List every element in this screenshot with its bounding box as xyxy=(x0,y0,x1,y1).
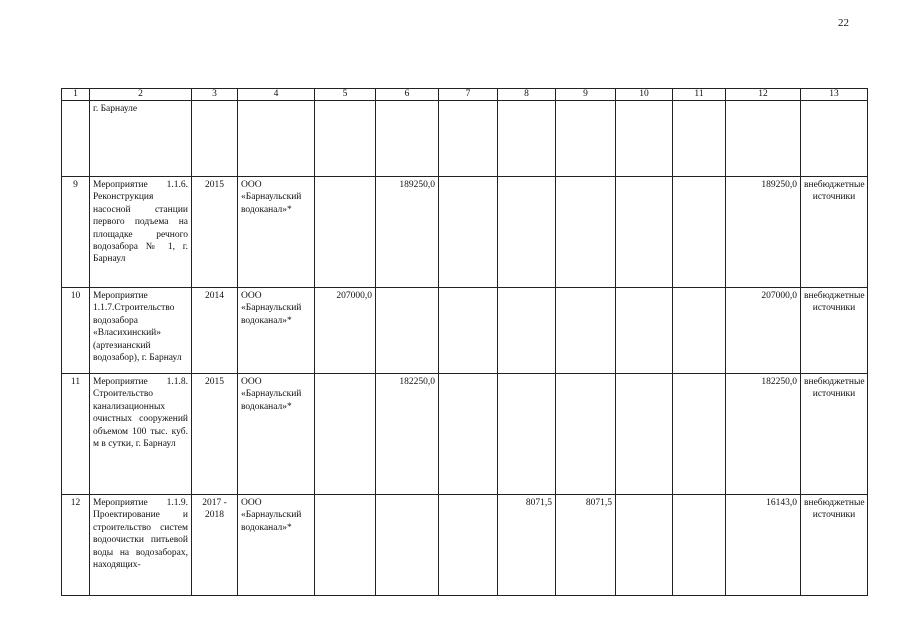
value-cell xyxy=(439,101,498,177)
value-cell xyxy=(673,374,726,495)
row-number: 11 xyxy=(62,374,90,495)
year-cell: 2015 xyxy=(192,374,238,495)
value-cell xyxy=(673,288,726,374)
total-cell xyxy=(726,101,801,177)
measures-table xyxy=(61,88,868,596)
value-cell xyxy=(616,101,673,177)
executor-cell: ООО «Барнаульский водоканал»* xyxy=(238,177,315,288)
table-row xyxy=(62,101,868,177)
source-cell xyxy=(801,101,868,177)
value-cell xyxy=(439,495,498,596)
value-cell xyxy=(315,177,376,288)
header-cell: 10 xyxy=(616,89,673,101)
value-cell xyxy=(315,495,376,596)
measure-cell: Мероприятие 1.1.7.Строительство водозабора «Власихинский» (артезианский водозабор), г. Барнаул xyxy=(90,288,192,374)
measure-cell: Мероприятие 1.1.9. Проектирование и строительство систем водоочистки питьевой воды на водозаборах, находящих- xyxy=(90,495,192,596)
total-cell: 182250,0 xyxy=(726,374,801,495)
executor-cell: ООО «Барнаульский водоканал»* xyxy=(238,495,315,596)
total-cell: 189250,0 xyxy=(726,177,801,288)
value-cell: 207000,0 xyxy=(315,288,376,374)
value-cell xyxy=(498,101,556,177)
measure-cell: Мероприятие 1.1.8. Строительство канализационных очистных сооружений объемом 100 тыс. куб. м в сутки, г. Барнаул xyxy=(90,374,192,495)
year-cell: 2017 - 2018 xyxy=(192,495,238,596)
row-number xyxy=(62,101,90,177)
value-cell: 189250,0 xyxy=(376,177,439,288)
value-cell xyxy=(315,374,376,495)
value-cell xyxy=(498,374,556,495)
value-cell xyxy=(556,374,616,495)
value-cell: 8071,5 xyxy=(498,495,556,596)
header-cell: 13 xyxy=(801,89,868,101)
value-cell xyxy=(673,495,726,596)
executor-cell: ООО «Барнаульский водоканал»* xyxy=(238,374,315,495)
table-row xyxy=(62,495,868,596)
row-number: 10 xyxy=(62,288,90,374)
measure-cell: г. Барнауле xyxy=(90,101,192,177)
header-row xyxy=(62,89,868,101)
header-cell: 6 xyxy=(376,89,439,101)
value-cell xyxy=(673,101,726,177)
value-cell xyxy=(439,177,498,288)
value-cell xyxy=(673,177,726,288)
header-cell: 8 xyxy=(498,89,556,101)
header-cell: 3 xyxy=(192,89,238,101)
value-cell xyxy=(616,495,673,596)
value-cell: 8071,5 xyxy=(556,495,616,596)
value-cell xyxy=(439,288,498,374)
value-cell xyxy=(616,177,673,288)
value-cell xyxy=(556,177,616,288)
total-cell: 16143,0 xyxy=(726,495,801,596)
value-cell xyxy=(556,101,616,177)
value-cell xyxy=(498,288,556,374)
executor-cell: ООО «Барнаульский водоканал»* xyxy=(238,288,315,374)
total-cell: 207000,0 xyxy=(726,288,801,374)
year-cell xyxy=(192,101,238,177)
header-cell: 11 xyxy=(673,89,726,101)
header-cell: 4 xyxy=(238,89,315,101)
header-cell: 5 xyxy=(315,89,376,101)
source-cell: внебюджетные источники xyxy=(801,374,868,495)
header-cell: 7 xyxy=(439,89,498,101)
value-cell xyxy=(439,374,498,495)
value-cell xyxy=(556,288,616,374)
header-cell: 2 xyxy=(90,89,192,101)
value-cell xyxy=(616,374,673,495)
year-cell: 2015 xyxy=(192,177,238,288)
measure-cell: Мероприятие 1.1.6. Реконструкция насосной станции первого подъема на площадке речного водозабора № 1, г. Барнаул xyxy=(90,177,192,288)
source-cell: внебюджетные источники xyxy=(801,495,868,596)
source-cell: внебюджетные источники xyxy=(801,288,868,374)
table-row xyxy=(62,288,868,374)
header-cell: 1 xyxy=(62,89,90,101)
row-number: 9 xyxy=(62,177,90,288)
executor-cell xyxy=(238,101,315,177)
value-cell xyxy=(616,288,673,374)
source-cell: внебюджетные источники xyxy=(801,177,868,288)
value-cell xyxy=(376,101,439,177)
header-cell: 9 xyxy=(556,89,616,101)
header-cell: 12 xyxy=(726,89,801,101)
table-row xyxy=(62,177,868,288)
value-cell: 182250,0 xyxy=(376,374,439,495)
year-cell: 2014 xyxy=(192,288,238,374)
table-row xyxy=(62,374,868,495)
value-cell xyxy=(376,288,439,374)
page-number: 22 xyxy=(838,17,849,29)
value-cell xyxy=(498,177,556,288)
value-cell xyxy=(315,101,376,177)
row-number: 12 xyxy=(62,495,90,596)
value-cell xyxy=(376,495,439,596)
